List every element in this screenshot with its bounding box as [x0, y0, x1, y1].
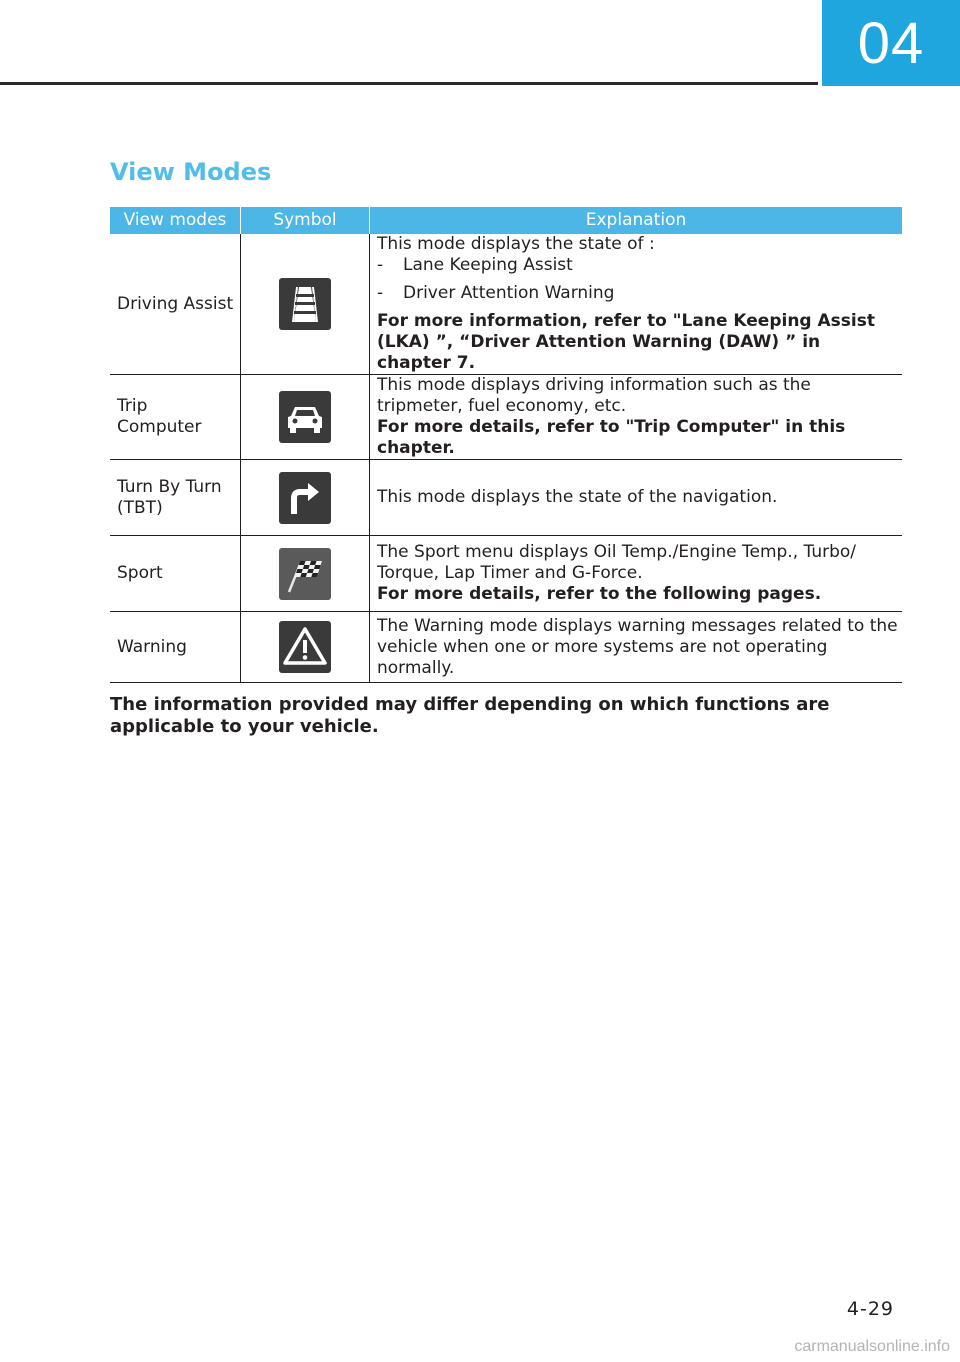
explanation-cell: The Sport menu displays Oil Temp./Engine Temp., Turbo/ Torque, Lap Timer and G-Force. For more details, refer to the following pages. — [370, 536, 903, 612]
list-item: - Driver Attention Warning — [377, 283, 615, 303]
mode-name: Sport — [110, 536, 241, 612]
car-icon — [279, 391, 331, 443]
column-header-explanation: Explanation — [370, 207, 903, 234]
mode-name: Turn By Turn (TBT) — [110, 460, 241, 536]
top-rule — [0, 82, 818, 85]
explanation-note: For more details, refer to the following pages. — [377, 584, 822, 604]
warning-triangle-icon — [279, 621, 331, 673]
page-number: 4-29 — [846, 1298, 894, 1320]
applicability-note: The information provided may differ depending on which functions are applicable to your vehicle. — [110, 694, 830, 737]
section-title: View Modes — [110, 158, 272, 186]
explanation-cell: This mode displays driving information such as the tripmeter, fuel economy, etc. For more details, refer to "Trip Computer" in this chapter. — [370, 375, 903, 460]
explanation-intro: This mode displays the state of : — [377, 234, 655, 254]
checkered-flag-icon — [279, 548, 331, 600]
lane-keeping-icon — [279, 278, 331, 330]
table-row — [110, 460, 902, 536]
turn-right-arrow-icon — [279, 472, 331, 524]
table-row — [110, 612, 902, 683]
list-item: - Lane Keeping Assist — [377, 255, 573, 275]
table-row — [110, 536, 902, 612]
mode-name: Trip Computer — [110, 375, 241, 460]
explanation-cell — [370, 234, 903, 375]
column-header-symbol: Symbol — [241, 207, 370, 234]
mode-name: Driving Assist — [110, 234, 241, 375]
mode-name: Warning — [110, 612, 241, 683]
watermark: carmanualsonline.info — [794, 1338, 950, 1355]
explanation-cell: The Warning mode displays warning messages related to the vehicle when one or more systems are not operating normally. — [370, 612, 903, 683]
chapter-tab: 04 — [822, 0, 960, 86]
explanation-cell: This mode displays the state of the navigation. — [370, 460, 903, 536]
column-header-view-modes: View modes — [110, 207, 241, 234]
explanation-note: For more details, refer to "Trip Computer" in this chapter. — [377, 417, 846, 458]
explanation-note: For more information, refer to "Lane Keeping Assist (LKA) ”, “Driver Attention Warning (DAW) ” in chapter 7. — [377, 311, 875, 373]
table-header-row — [110, 207, 902, 234]
table-row — [110, 375, 902, 460]
view-modes-table — [110, 207, 902, 683]
table-row — [110, 234, 902, 375]
